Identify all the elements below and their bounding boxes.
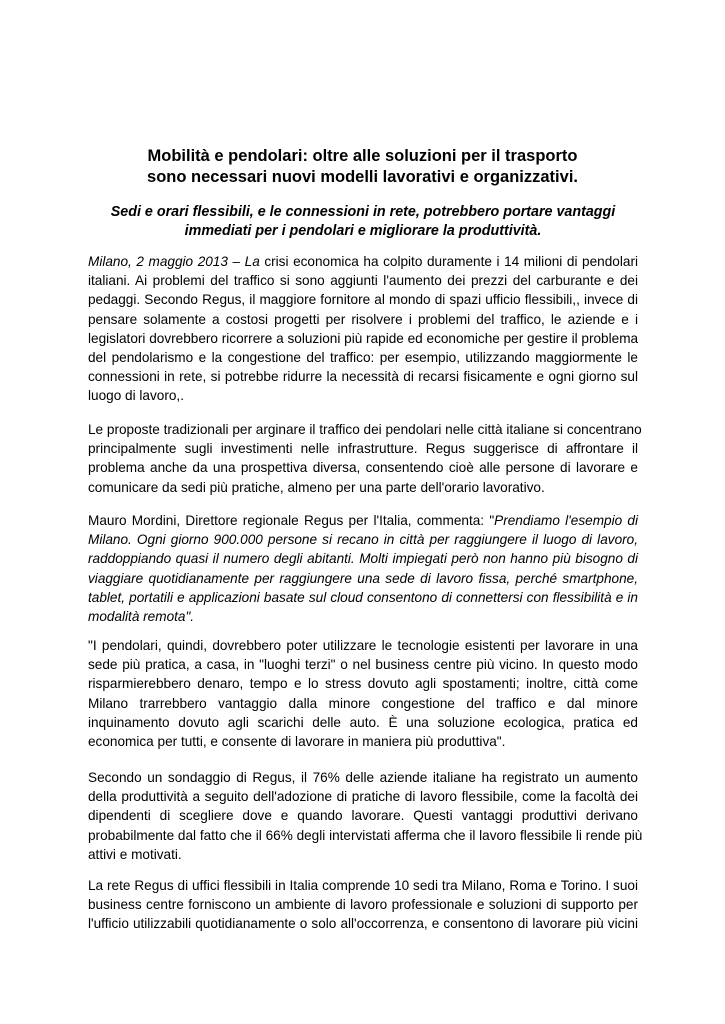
paragraph-line: Milano, 2 maggio 2013 – La crisi economica ha colpito duramente i 14 milioni di pendolari — [88, 254, 638, 269]
paragraph-line: connessioni in rete, si potrebbe ridurre la necessità di recarsi fisicamente e ogni giorno sul — [88, 369, 638, 385]
paragraph-line: luogo di lavoro,. — [88, 388, 184, 404]
paragraph-line: pensare solamente a costosi progetti per risolvere i problemi del traffico, le aziende e i — [88, 311, 638, 327]
paragraph-line: problema anche da una prospettiva diversa, consentendo cioè alle persone di lavorare e — [88, 460, 638, 476]
paragraph-line: "I pendolari, quindi, dovrebbero poter utilizzare le tecnologie esistenti per lavorare in una — [88, 638, 638, 653]
paragraph-line: Le proposte tradizionali per arginare il traffico dei pendolari nelle città italiane si concentrano — [88, 422, 642, 437]
paragraph-line: sede più pratica, a casa, in "luoghi terzi" o nel business centre più vicino. In questo modo — [88, 657, 638, 673]
paragraph-line: dipendenti di scegliere dove e quando lavorare. Questi vantaggi produttivi derivano — [88, 808, 638, 824]
paragraph-regus-network — [88, 876, 638, 934]
paragraph-line: attivi e motivati. — [88, 846, 182, 862]
paragraph-line: della produttività a seguito dell'adozione di pratiche di lavoro flessibile, come la facoltà dei — [88, 789, 638, 805]
paragraph-line: viaggiare quotidianamente per raggiungere una sede di lavoro fissa, perché smartphone, — [88, 570, 638, 586]
paragraph-intro — [88, 252, 638, 406]
subtitle-line-2: immediati per i pendolari e migliorare la produttività. — [184, 223, 542, 239]
paragraph-line: principalmente sugli investimenti nelle infrastrutture. Regus suggerisce di affrontare il — [88, 441, 638, 457]
paragraph-line: comunicare da sedi più pratiche, almeno per una parte dell'orario lavorativo. — [88, 479, 545, 495]
paragraph-commuters — [88, 636, 638, 751]
paragraph-line: risparmierebbero denaro, tempo e lo stress dovuto agli spostamenti; inoltre, città come — [88, 676, 638, 692]
paragraph-line: La rete Regus di uffici flessibili in Italia comprende 10 sedi tra Milano, Roma e Torino. I suoi — [88, 878, 638, 893]
paragraph-line: tablet, portatili e applicazioni basate sul cloud consentono di connettersi con flessibilità e in — [88, 589, 638, 605]
paragraph-line: pedaggi. Secondo Regus, il maggiore fornitore al mondo di spazi ufficio flessibili,, invece di — [88, 292, 638, 308]
paragraph-line: Milano. Ogni giorno 900.000 persone si recano in città per raggiungere il luogo di lavoro, — [88, 532, 638, 548]
paragraph-survey — [88, 768, 643, 864]
paragraph-line: legislatori dovrebbero ricorrere a soluzioni più rapide ed economiche per gestire il problema — [88, 330, 639, 346]
paragraph-line: del pendolarismo e la congestione del traffico: per esempio, utilizzando maggiormente le — [88, 350, 638, 366]
title-line-1: Mobilità e pendolari: oltre alle soluzioni per il trasporto — [147, 147, 578, 165]
dateline: Milano, 2 maggio 2013 – La — [88, 254, 260, 269]
paragraph-line: Milano trarrebbero vantaggio dalla minore congestione del traffico e dal minore — [88, 695, 638, 711]
paragraph-line: Secondo un sondaggio di Regus, il 76% delle aziende italiane ha registrato un aumento — [88, 770, 638, 785]
subtitle-line-1: Sedi e orari flessibili, e le connessioni in rete, potrebbero portare vantaggi — [110, 204, 616, 220]
paragraph-line: l'ufficio utilizzabili quotidianamente o solo all'occorrenza, e consentono di lavorare più vicini — [88, 916, 638, 932]
paragraph-proposals — [88, 420, 642, 497]
paragraph-line: business centre forniscono un ambiente di lavoro professionale e soluzioni di supporto per — [88, 897, 638, 913]
paragraph-quote-mordini — [88, 511, 638, 626]
paragraph-line: raddoppiando quasi il numero degli abitanti. Molti impiegati però non hanno più bisogno di — [88, 551, 638, 567]
subtitle — [88, 203, 638, 241]
paragraph-line: inquinamento dovuto agli scarichi delle auto. È una soluzione ecologica, pratica ed — [88, 714, 638, 730]
paragraph-line: italiani. Ai problemi del traffico si sono aggiunti l'aumento dei prezzi del carburante e dei — [88, 273, 638, 289]
page-title — [60, 146, 665, 188]
paragraph-line: Mauro Mordini, Direttore regionale Regus per l'Italia, commenta: "Prendiamo l'esempio di — [88, 513, 638, 528]
paragraph-line: probabilmente dal fatto che il 66% degli intervistati afferma che il lavoro flessibile li rende più — [88, 827, 643, 843]
paragraph-line: modalità remota". — [88, 609, 195, 625]
title-line-2: sono necessari nuovi modelli lavorativi e organizzativi. — [147, 168, 578, 186]
paragraph-line: economica per tutti, e consente di lavorare in maniera più produttiva". — [88, 734, 506, 750]
